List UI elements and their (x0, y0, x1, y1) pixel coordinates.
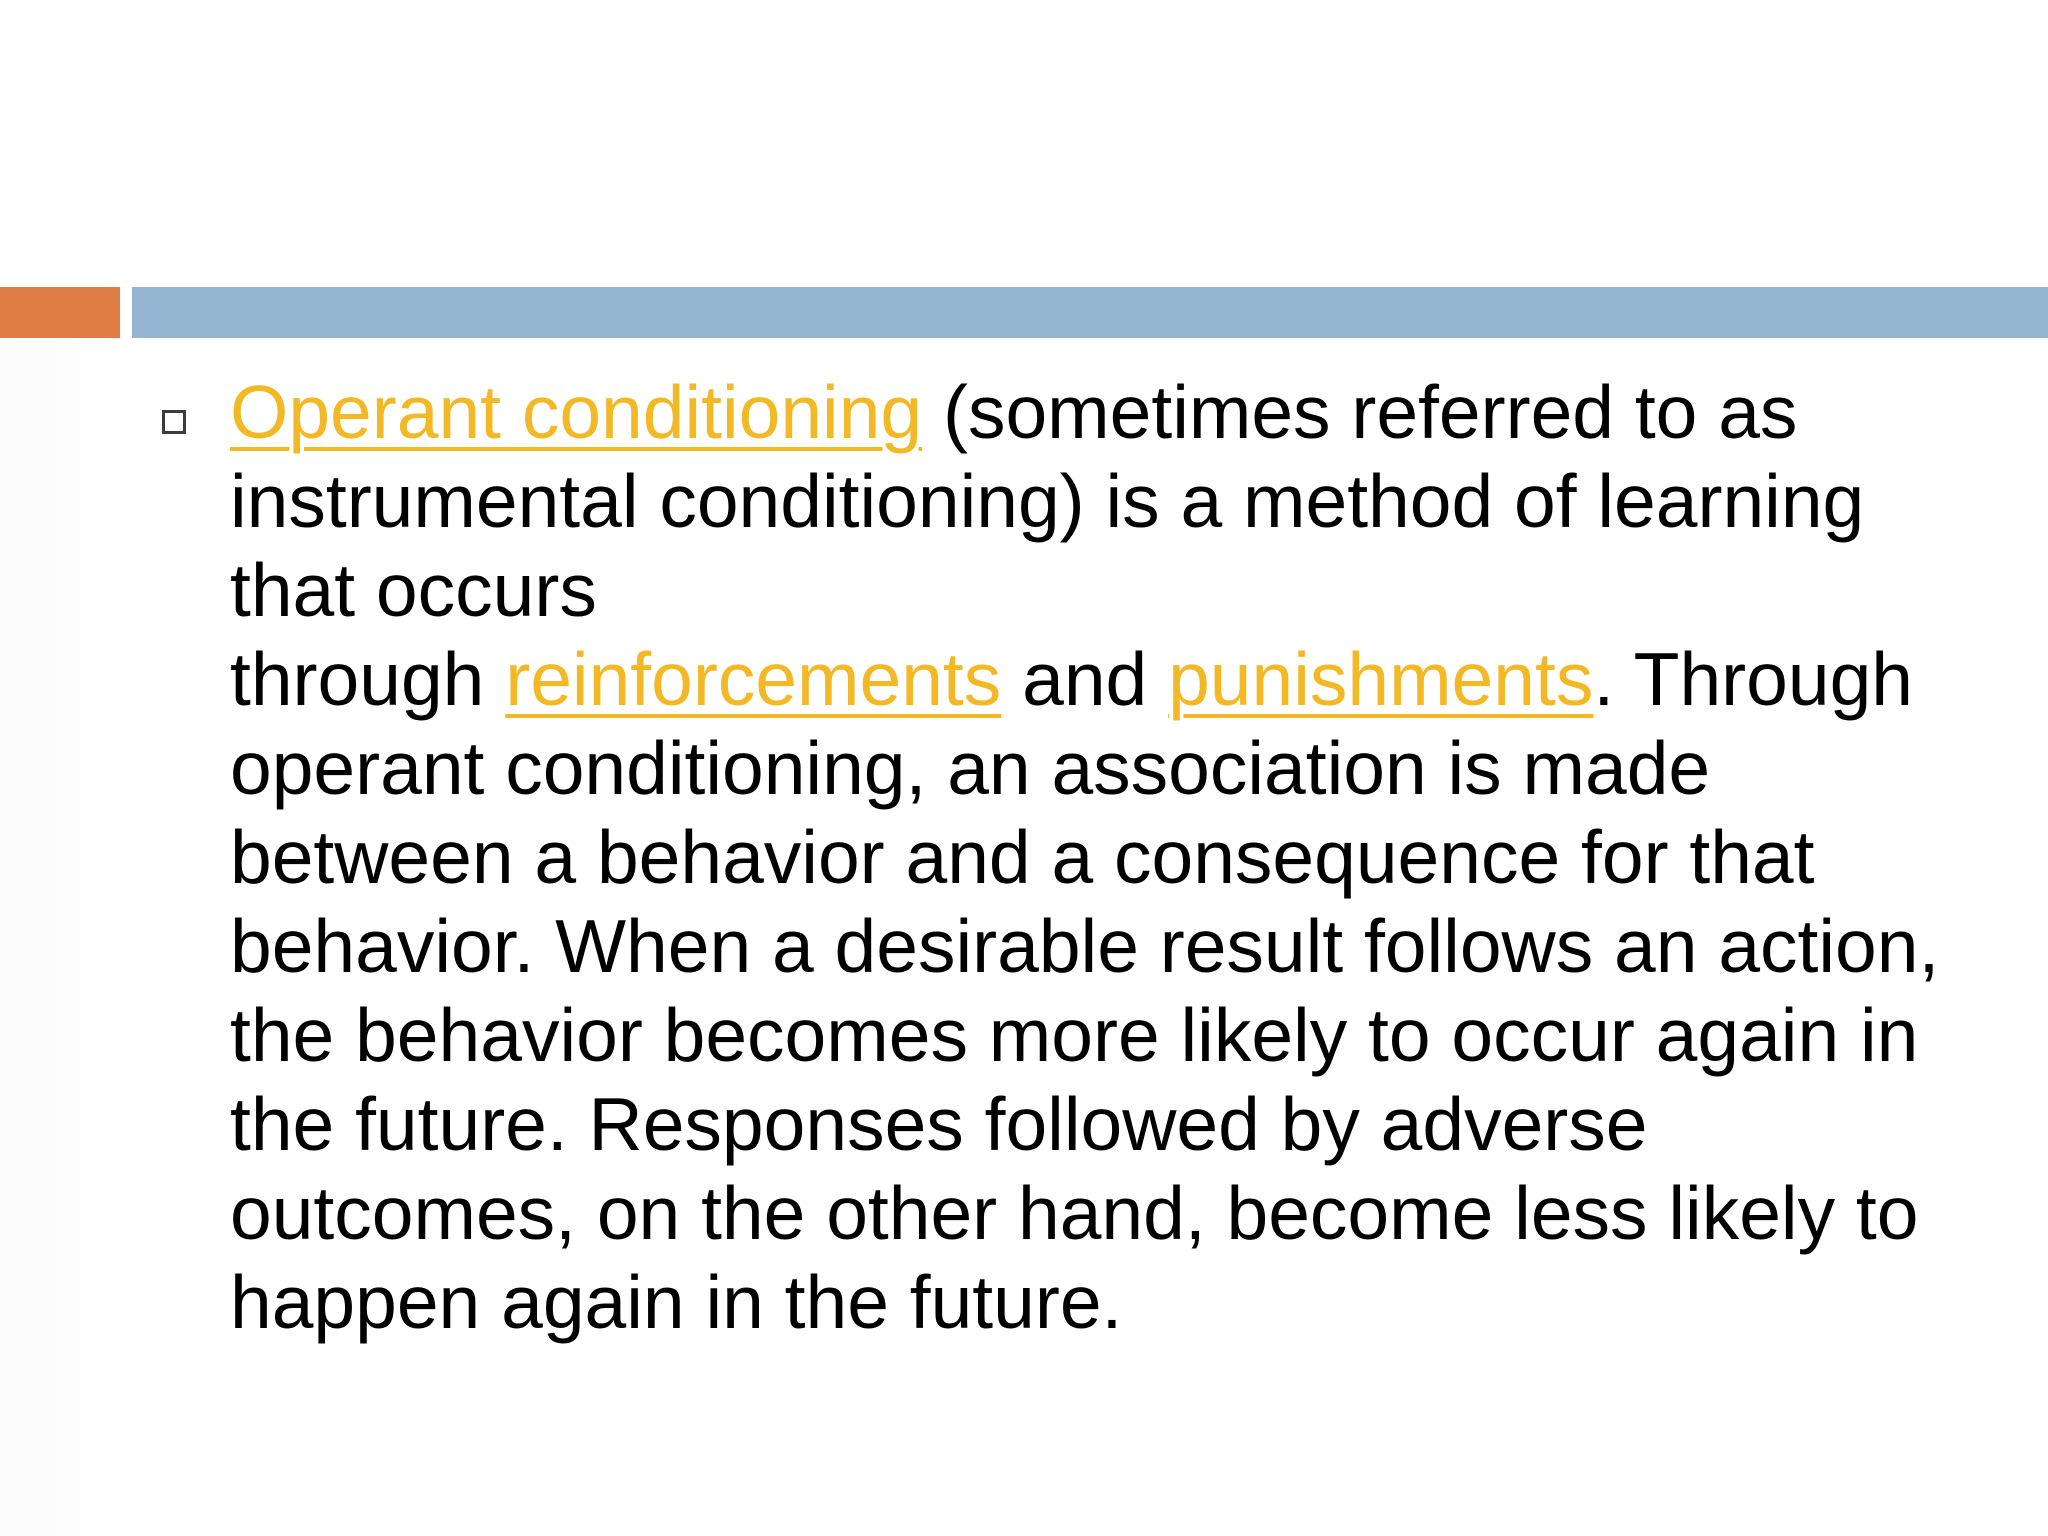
left-shade (0, 340, 130, 1536)
hollow-square-bullet-icon (162, 410, 186, 434)
text-segment: . Through operant conditioning, an association is made between a behavior and a consequence for that behavior. When a desirable result follows an action, the behavior becomes more likely to occur again in the future. Responses followed by adverse outcomes, on the other hand, become less likely to happen again in the future. (230, 637, 1940, 1344)
text-segment: through (230, 637, 506, 721)
link-operant-conditioning[interactable]: Operant conditioning (230, 370, 923, 454)
bullet-item (160, 368, 1960, 1347)
link-reinforcements[interactable]: reinforcements (505, 637, 1002, 721)
slide-body (160, 368, 1960, 1347)
text-segment: and (1001, 637, 1169, 721)
bullet-text (230, 368, 1950, 1347)
blue-title-bar (132, 287, 2048, 338)
link-punishments[interactable]: punishments (1168, 637, 1594, 721)
orange-accent-bar (0, 287, 120, 338)
text-segment: (sometimes referred to as instrumental conditioning) is a method of learning that occurs (230, 370, 1865, 632)
